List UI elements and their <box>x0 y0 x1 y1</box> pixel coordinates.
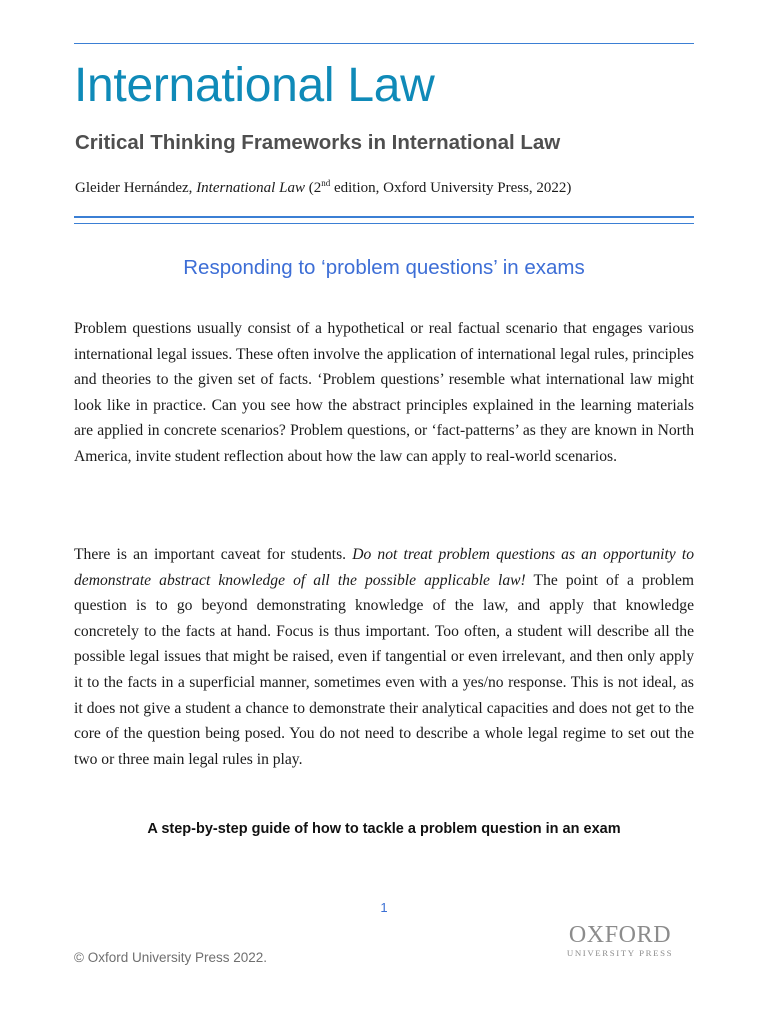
citation-edition-open: (2 <box>304 180 322 196</box>
section-heading: Responding to ‘problem questions’ in exams <box>183 256 585 279</box>
caveat-body: The point of a problem question is to go beyond demonstrating knowledge of the law, and apply that knowledge concretely to the facts at hand. Focus is thus important. Too often, a student will describe all the possible legal issues that might be raised, even if tangential or even irrelevant, and then only apply it to the facts in a superficial manner, sometimes even with a yes/no response. This is not ideal, as it does not give a student a chance to demonstrate their analytical capacities and does not get to the core of the question being posed. You do not need to describe a whole legal regime to set out the two or three main legal rules in play. <box>74 571 694 768</box>
paragraph-intro: Problem questions usually consist of a hypothetical or real factual scenario that engages various international legal issues. These often involve the application of international legal rules, principles and theories to the given set of facts. ‘Problem questions’ resemble what international law might look like in practice. Can you see how the abstract principles explained in the learning materials are applied in concrete scenarios? Problem questions, or ‘fact-patterns’ as they are known in North America, invite student reflection about how the law can apply to real-world scenarios. <box>74 320 694 465</box>
logo-sub-text: UNIVERSITY PRESS <box>566 948 674 958</box>
caveat-intro: There is an important caveat for students. <box>74 546 353 563</box>
document-title: International Law <box>74 59 435 112</box>
page-number: 1 <box>380 900 388 915</box>
paragraph-caveat <box>74 542 694 772</box>
oxford-logo <box>558 922 682 959</box>
citation-author: Gleider Hernández, <box>75 180 197 196</box>
caveat-emphasis: Do not treat problem questions as an opportunity to demonstrate abstract knowledge of all the possible applicable law! <box>74 546 694 589</box>
guide-heading: A step-by-step guide of how to tackle a problem question in an exam <box>147 821 621 837</box>
logo-main-text: OXFORD <box>568 922 672 948</box>
citation-edition-sup: nd <box>321 178 331 188</box>
top-rule <box>74 43 694 44</box>
citation <box>75 178 571 197</box>
citation-edition-rest: edition, Oxford University Press, 2022) <box>330 180 572 196</box>
document-subtitle: Critical Thinking Frameworks in International Law <box>75 131 561 154</box>
double-rule <box>74 216 694 224</box>
copyright-notice: © Oxford University Press 2022. <box>74 950 268 965</box>
citation-book-title: International Law <box>196 180 305 196</box>
